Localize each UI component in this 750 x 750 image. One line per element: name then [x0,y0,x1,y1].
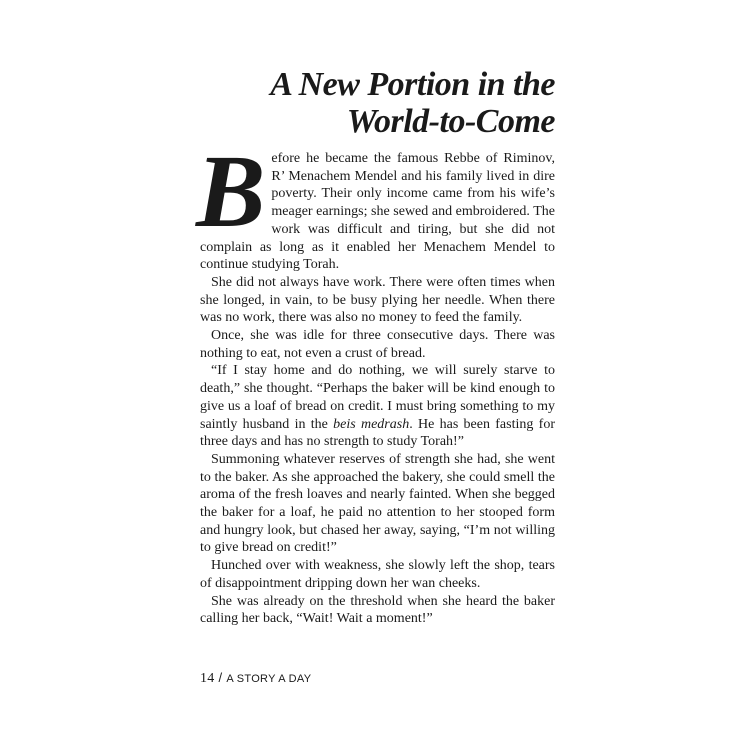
chapter-title [200,66,555,140]
chapter-title-line-2: World-to-Come [346,103,555,140]
chapter-title-line-1: A New Portion in the [270,66,555,103]
paragraph-4-text-a: “If I stay home and do nothing, we will surely starve to death,” she thought. “Perhaps the baker will be kind enough to give us a loaf of bread on credit. I must bring something to my saintly husband in the [200,363,555,432]
paragraph-5: Summoning whatever reserves of strength she had, she went to the baker. As she approached the bakery, she could smell the aroma of the fresh loaves and nearly fainted. When she begged the baker for a loaf, he paid no attention to her stooped form and hungry look, but chased her away, saying, “I’m not willing to give bread on credit!” [200,451,555,556]
drop-cap: B [196,134,266,249]
paragraph-2: She did not always have work. There were often times when she longed, in vain, to be busy plying her needle. When there was no work, there was also no money to feed the family. [200,274,555,326]
paragraph-4-text-b: . He has been fasting for three days and has no strength to study Torah!” [200,416,555,450]
paragraph-4 [200,362,555,451]
story-body [196,134,555,628]
paragraph-6: Hunched over with weakness, she slowly left the shop, tears of disappointment dripping down her wan cheeks. [200,558,555,591]
paragraph-4-italic-term: beis medrash [333,416,410,432]
page-footer [200,670,311,687]
paragraph-7: She was already on the threshold when she heard the baker calling her back, “Wait! Wait a moment!” [200,593,555,627]
paragraph-1-text: efore he became the famous Rebbe of Riminov, R’ Menachem Mendel and his family lived in dire poverty. Their only income came from his wife’s meager earnings; she sewed and embroidered. The work was difficult and tiring, but she did not complain as long as it enabled her Menachem Mendel to continue studying Torah. [200,151,555,273]
book-title: A STORY A DAY [226,673,312,685]
footer-separator: / [214,670,227,685]
paragraph-3: Once, she was idle for three consecutive days. There was nothing to eat, not even a crust of bread. [200,328,555,361]
paragraph-1 [196,134,555,274]
page-number: 14 [200,671,215,686]
